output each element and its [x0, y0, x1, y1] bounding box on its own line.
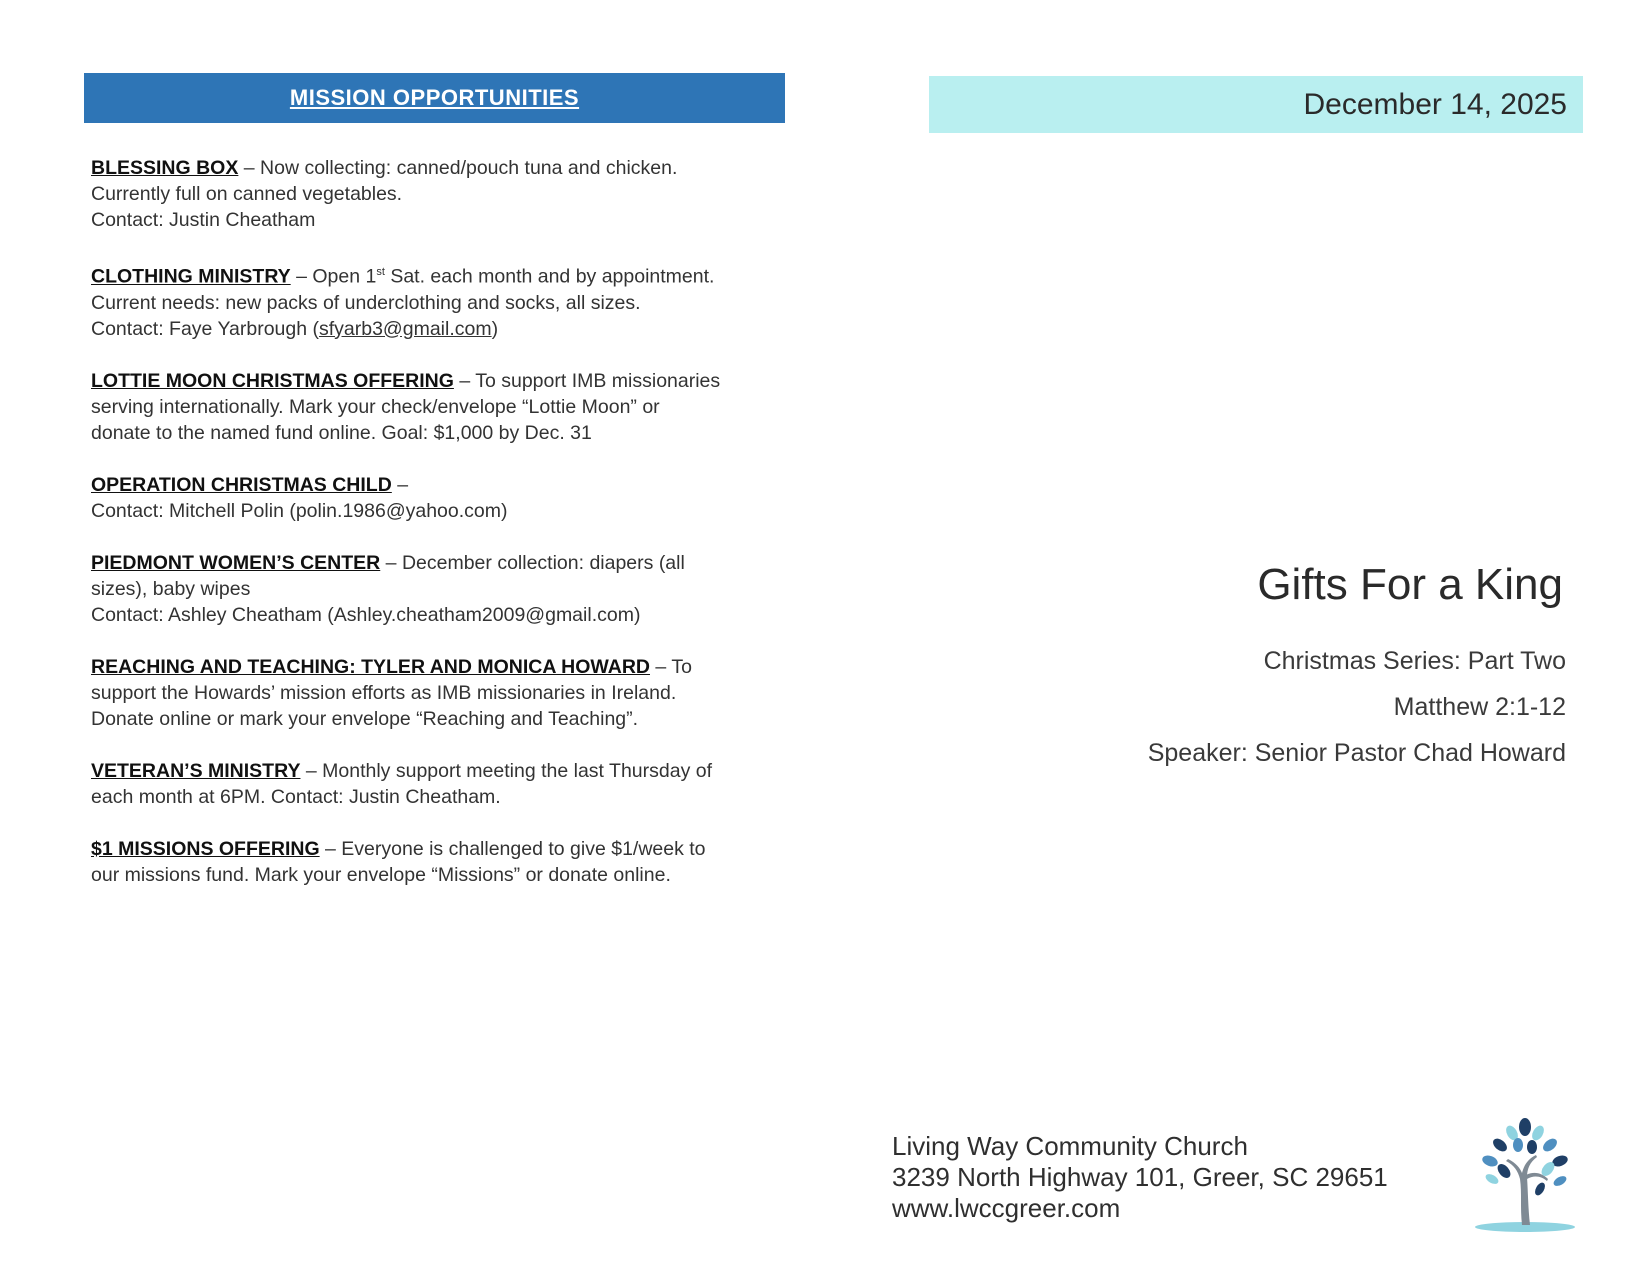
mission-text: – To [649, 655, 692, 678]
mission-text: – Open 1 [290, 265, 377, 288]
mission-veterans-ministry [91, 758, 791, 810]
mission-text: Donate online or mark your envelope “Reaching and Teaching”. [91, 707, 639, 730]
mission-title: REACHING AND TEACHING: TYLER AND MONICA HOWARD [91, 655, 650, 678]
mission-reaching-and-teaching [91, 654, 791, 732]
mission-text: support the Howards’ mission efforts as IMB missionaries in Ireland. [91, 681, 677, 704]
mission-title: BLESSING BOX [91, 157, 239, 179]
superscript: st [376, 266, 385, 278]
church-website[interactable]: www.lwccgreer.com [892, 1193, 1121, 1223]
mission-opportunities-header: MISSION OPPORTUNITIES [84, 73, 785, 123]
mission-clothing-ministry [91, 259, 791, 342]
sermon-series: Christmas Series: Part Two [1263, 647, 1566, 675]
tree-logo-icon [1470, 1115, 1580, 1233]
mission-text: donate to the named fund online. Goal: $1,000 by Dec. 31 [91, 421, 592, 444]
contact-label: Contact: Faye Yarbrough ( [91, 317, 319, 340]
missions-list [91, 155, 791, 914]
mission-lottie-moon [91, 368, 791, 446]
mission-text: our missions fund. Mark your envelope “Missions” or donate online. [91, 863, 671, 886]
mission-contact: Contact: Mitchell Polin (polin.1986@yahoo.com) [91, 499, 508, 522]
mission-text: Sat. each month and by appointment. [384, 265, 715, 288]
mission-title: OPERATION CHRISTMAS CHILD [91, 473, 392, 496]
mission-contact [91, 316, 791, 342]
mission-one-dollar-offering [91, 836, 791, 888]
email-link[interactable]: sfyarb3@gmail.com [318, 317, 492, 340]
service-date: December 14, 2025 [1303, 87, 1567, 121]
mission-title: CLOTHING MINISTRY [91, 265, 291, 288]
mission-text: serving internationally. Mark your check/envelope “Lottie Moon” or [91, 395, 660, 418]
mission-text: – Monthly support meeting the last Thursday of [300, 759, 712, 782]
mission-title: PIEDMONT WOMEN’S CENTER [91, 551, 381, 574]
mission-text: Current needs: new packs of underclothing and socks, all sizes. [91, 291, 641, 314]
church-name: Living Way Community Church [892, 1131, 1248, 1161]
mission-text: – To support IMB missionaries [453, 369, 721, 392]
mission-text: – December collection: diapers (all [380, 551, 685, 574]
mission-contact: Contact: Justin Cheatham [91, 209, 316, 231]
mission-text: each month at 6PM. Contact: Justin Cheatham. [91, 785, 501, 808]
sermon-title: Gifts For a King [1257, 560, 1563, 609]
church-address: 3239 North Highway 101, Greer, SC 29651 [892, 1162, 1388, 1192]
mission-text: – Now collecting: canned/pouch tuna and chicken. [238, 157, 678, 179]
mission-title: LOTTIE MOON CHRISTMAS OFFERING [91, 369, 454, 392]
sermon-scripture: Matthew 2:1-12 [1393, 693, 1566, 721]
contact-close: ) [491, 317, 499, 340]
mission-title: VETERAN’S MINISTRY [91, 759, 301, 782]
mission-contact: Contact: Ashley Cheatham (Ashley.cheatham2009@gmail.com) [91, 603, 641, 626]
mission-blessing-box [91, 155, 791, 233]
mission-piedmont-womens-center [91, 550, 791, 628]
sermon-speaker: Speaker: Senior Pastor Chad Howard [1147, 739, 1566, 767]
mission-text: – Everyone is challenged to give $1/week to [319, 837, 706, 860]
date-banner [929, 76, 1583, 133]
mission-text: Currently full on canned vegetables. [91, 183, 403, 205]
mission-text: – [391, 473, 409, 496]
mission-title: $1 MISSIONS OFFERING [91, 837, 320, 860]
church-info [892, 1131, 1388, 1224]
mission-text: sizes), baby wipes [91, 577, 251, 600]
mission-operation-christmas-child [91, 472, 791, 524]
